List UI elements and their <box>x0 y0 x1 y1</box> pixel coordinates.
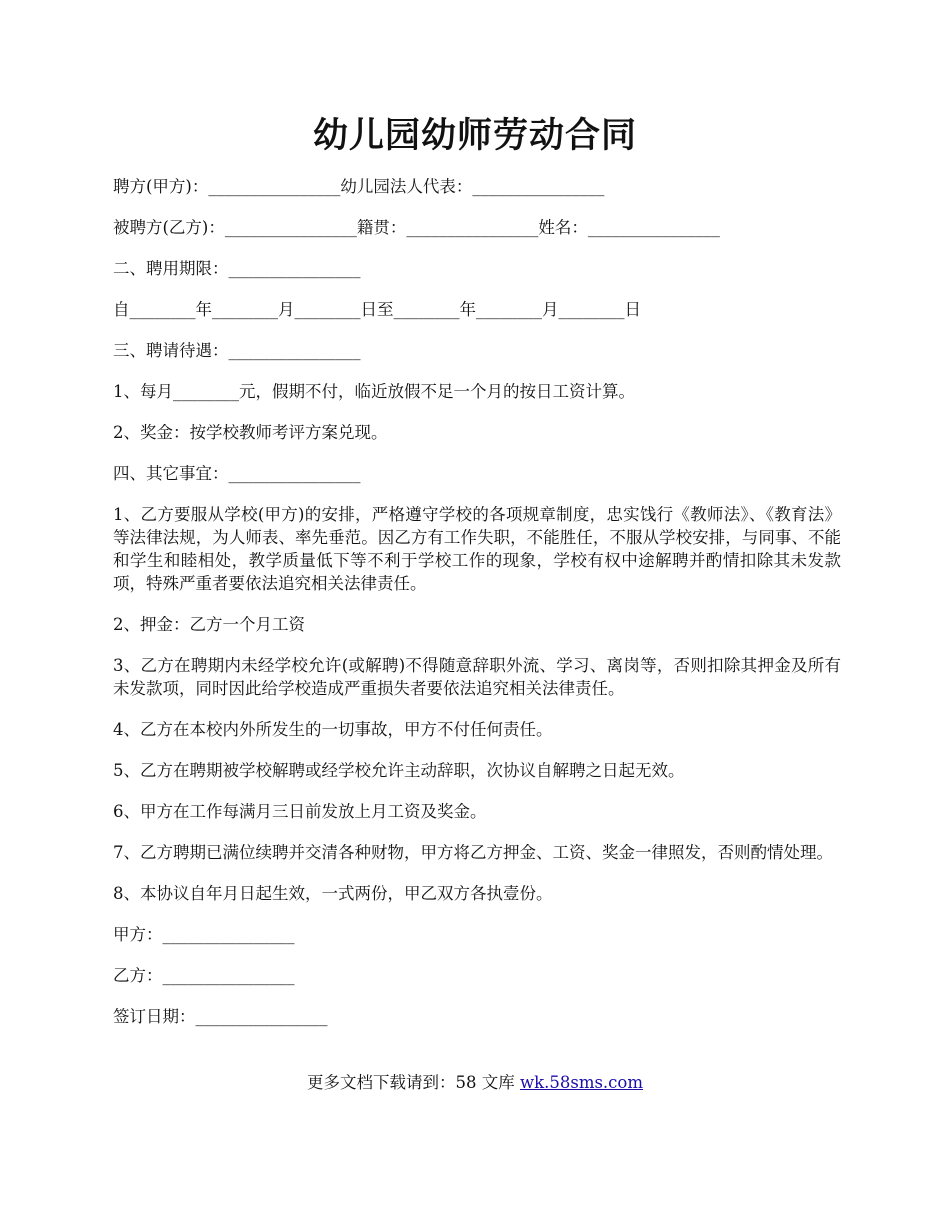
clause-6: 6、甲方在工作每满月三日前发放上月工资及奖金。 <box>113 802 487 821</box>
employer-line: 聘方(甲方)：________________幼儿园法人代表：________________ <box>113 177 605 196</box>
signature-party-b: 乙方：________________ <box>113 966 295 985</box>
clause-2: 2、押金：乙方一个月工资 <box>113 615 305 634</box>
document-body <box>113 175 841 1046</box>
clause-1: 1、乙方要服从学校(甲方)的安排，严格遵守学校的各项规章制度，忠实饯行《教师法》、《教育法》等法律法规，为人师表、率先垂范。因乙方有工作失职，不能胜任，不服从学校安排，与同事、不能和学生和睦相处，教学质量低下等不利于学校工作的现象，学校有权中途解聘并酌情扣除其未发款项，特殊严重者要依法追究相关法律责任。 <box>113 505 841 593</box>
signature-party-a: 甲方：________________ <box>113 925 295 944</box>
footer-text: 更多文档下载请到：58 文库 <box>306 1073 520 1092</box>
document-title: 幼儿园幼师劳动合同 <box>312 115 637 156</box>
clause-4: 4、乙方在本校内外所发生的一切事故，甲方不付任何责任。 <box>113 720 553 739</box>
footer <box>0 1071 950 1094</box>
clause-3: 3、乙方在聘期内未经学校允许(或解聘)不得随意辞职外流、学习、离岗等，否则扣除其押金及所有未发款项，同时因此给学校造成严重损失者要依法追究相关法律责任。 <box>113 656 841 698</box>
term-heading: 二、聘用期限：________________ <box>113 259 361 278</box>
pay-item-1: 1、每月________元，假期不付，临近放假不足一个月的按日工资计算。 <box>113 382 635 401</box>
term-dates-line: 自________年________月________日至________年________月________日 <box>113 300 641 319</box>
pay-item-2: 2、奖金：按学校教师考评方案兑现。 <box>113 423 388 442</box>
clause-5: 5、乙方在聘期被学校解聘或经学校允许主动辞职，次协议自解聘之日起无效。 <box>113 761 685 780</box>
other-heading: 四、其它事宜：________________ <box>113 464 361 483</box>
signing-date: 签订日期：________________ <box>113 1007 328 1026</box>
footer-link[interactable]: wk.58sms.com <box>519 1073 643 1092</box>
pay-heading: 三、聘请待遇：________________ <box>113 341 361 360</box>
employee-line: 被聘方(乙方)：________________籍贯：________________姓名：________________ <box>113 218 720 237</box>
clause-7: 7、乙方聘期已满位续聘并交清各种财物，甲方将乙方押金、工资、奖金一律照发，否则酌情处理。 <box>113 843 833 862</box>
clause-8: 8、本协议自年月日起生效，一式两份，甲乙双方各执壹份。 <box>113 884 553 903</box>
